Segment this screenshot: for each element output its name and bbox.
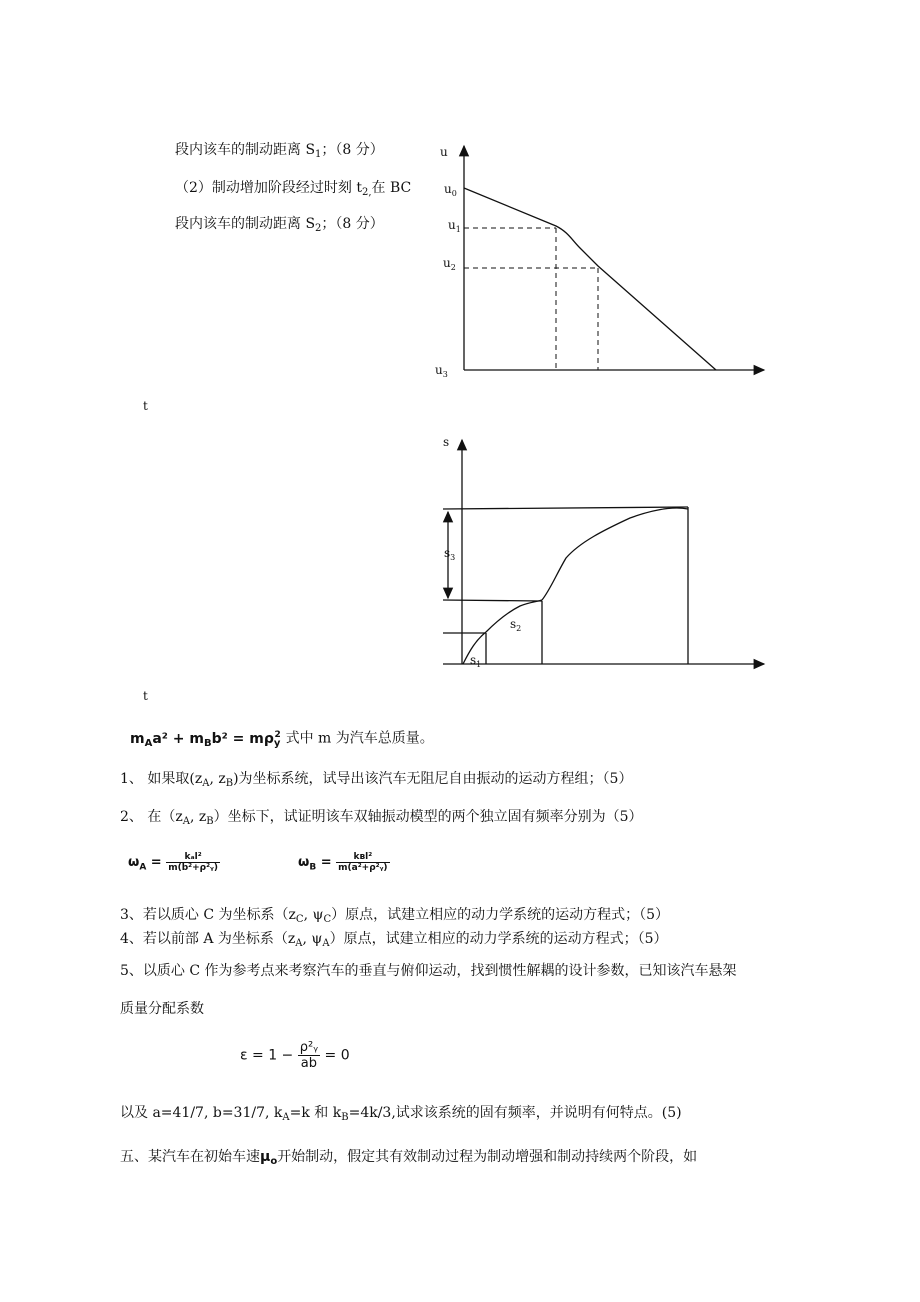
text-line-stage-increase: （2）制动增加阶段经过时刻 $t_{2,}$在 BC (175, 180, 412, 198)
s-axis-label: s (443, 435, 450, 449)
text-line-braking-distance-s1: 段内该车的制动距离 $S_1$；（8 分） (175, 142, 384, 160)
mass-equation-line: $m_Aa^2 + m_Bb^2 = m\rho_y^2$ 式中 m 为汽车总质量。 (130, 730, 434, 749)
epsilon-formula: ε = 1 − $\frac{\text{ρ²ᵧ}}{ab}$ = 0 (240, 1040, 350, 1071)
text-line-braking-distance-s2: 段内该车的制动距离 $S_2$；（8 分） (175, 216, 384, 234)
u-axis-label: u (440, 145, 448, 159)
s1-label: $s_1$ (470, 653, 482, 669)
s3-label: $s_3$ (444, 546, 456, 562)
u3-label: $u_3$ (435, 363, 448, 379)
question-5-line-3: 以及 a=41/7, b=31/7, $k_A=k$ 和 $k_B=4k/3$,试求该系统的固有频率，并说明有何特点。(5) (120, 1105, 682, 1123)
t-axis-label-1: t (143, 399, 148, 413)
u2-label: $u_2$ (443, 256, 456, 272)
omega-a-formula: $\omega_A$ = $\frac{\text{kₐl²}}{\text{m(b²+ρ²ᵧ)}}$ (128, 852, 219, 873)
question-1: 1、 如果取($z_A$, $z_B$)为坐标系统，试导出该汽车无阻尼自由振动的运动方程组；（5） (120, 771, 633, 789)
omega-b-formula: $\omega_B$ = $\frac{\text{kʙl²}}{\text{m(a²+ρ²ᵧ)}}$ (298, 852, 388, 873)
t-axis-label-2: t (143, 689, 148, 703)
question-2: 2、 在（$z_A$, $z_B$）坐标下，试证明该车双轴振动模型的两个独立固有频率分别为（5） (120, 809, 643, 827)
mid-horizontal-line (443, 600, 542, 601)
u0-label: $u_0$ (444, 182, 457, 198)
distance-curve (463, 508, 688, 664)
question-5-line-1: 5、以质心 C 作为参考点来考察汽车的垂直与俯仰运动，找到惯性解耦的设计参数，已知该汽车悬架 (120, 963, 737, 979)
question-3: 3、若以质心 C 为坐标系（$z_C$, $\psi_C$）原点，试建立相应的动力学系统的运动方程式；（5） (120, 907, 670, 925)
question-five: 五、某汽车在初始车速$\mu_o$开始制动，假定其有效制动过程为制动增强和制动持续两个阶段，如 (120, 1149, 698, 1167)
u1-label: $u_1$ (448, 218, 461, 234)
top-horizontal-line (443, 507, 688, 509)
question-5-line-2: 质量分配系数 (120, 1001, 204, 1017)
question-4: 4、若以前部 A 为坐标系（$z_A$, $\psi_A$）原点，试建立相应的动力学系统的运动方程式；（5） (120, 931, 668, 949)
s2-label: $s_2$ (510, 617, 522, 633)
